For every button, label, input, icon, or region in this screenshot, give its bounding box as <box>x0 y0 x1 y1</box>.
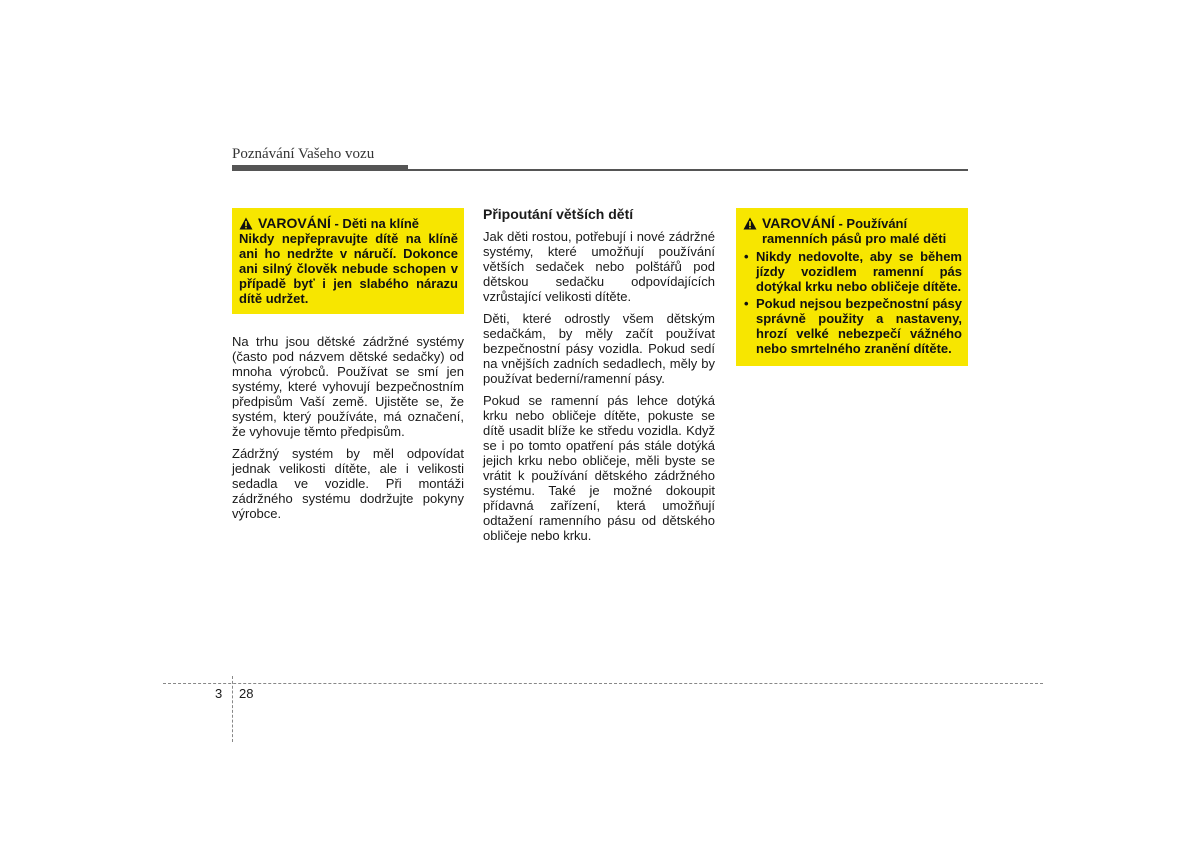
warning-list-item: • Nikdy nedovolte, aby se během jízdy vozidlem ramenní pás dotýkal krku nebo obličeje dítěte. <box>743 249 962 294</box>
page-number: 28 <box>239 686 254 701</box>
warning-body: Nikdy nepřepravujte dítě na klíně ani ho nedržte v náručí. Dokonce ani silný člověk nebude schopen v případě byť i jen slabého nárazu dítě udržet. <box>239 231 458 306</box>
left-column <box>232 208 464 528</box>
warning-box-shoulder-belt <box>736 208 968 366</box>
paragraph: Na trhu jsou dětské zádržné systémy (často pod názvem dětské sedačky) od mnoha výrobců. Používat se smí jen systémy, které vyhovují bezpečnostním předpisům Vaší země. Ujistěte se, že systém, který používáte, má označení, že vyhovuje těmto předpisům. <box>232 334 464 439</box>
footer-divider <box>232 676 233 742</box>
warning-list <box>743 249 962 356</box>
footer-rule <box>163 683 1043 684</box>
warning-list-item: • Pokud nejsou bezpečnostní pásy správně použity a nastaveny, hrozí velké nebezpečí vážného nebo smrtelného zranění dítěte. <box>743 296 962 356</box>
warning-triangle-icon <box>239 217 253 230</box>
paragraph: Jak děti rostou, potřebují i nové zádržné systémy, které umožňují používání větších sedaček nebo polštářů pod dětskou sedačku odpovídajících vzrůstající velikosti dítěte. <box>483 229 715 304</box>
warning-box-lap <box>232 208 464 314</box>
header-rule-thin <box>232 169 968 171</box>
paragraph: Děti, které odrostly všem dětským sedačkám, by měly začít používat bezpečnostní pásy vozidla. Pokud sedí na vnějších zadních sedadlech, měly by používat bederní/ramenní pásy. <box>483 311 715 386</box>
warning-triangle-icon <box>743 217 757 230</box>
warning-header <box>743 216 962 246</box>
middle-column <box>483 207 715 550</box>
warning-word: VAROVÁNÍ <box>762 215 835 231</box>
section-header-title: Poznávání Vašeho vozu <box>232 146 375 162</box>
paragraph: Pokud se ramenní pás lehce dotýká krku nebo obličeje dítěte, pokuste se dítě usadit blíže ke středu vozidla. Když se i po tomto opatření pás stále dotýká jejich krku nebo obličeje, měli byste se vrátit k používání dětského zádržného systému. Také je možné dokoupit přídavná zařízení, která umožňují odtažení ramenního pásu od dětského obličeje nebo krku. <box>483 393 715 543</box>
warning-topic: - Používání ramenních pásů pro malé děti <box>762 216 947 246</box>
warning-topic: - Děti na klíně <box>334 216 420 231</box>
warning-header <box>239 216 458 231</box>
section-title: Připoutání větších dětí <box>483 206 634 222</box>
paragraph: Zádržný systém by měl odpovídat jednak velikosti dítěte, ale i velikosti sedadla ve vozidle. Při montáži zádržného systému dodržujte pokyny výrobce. <box>232 446 464 521</box>
chapter-number: 3 <box>215 686 223 701</box>
right-column <box>736 208 968 366</box>
warning-word: VAROVÁNÍ <box>258 215 331 231</box>
